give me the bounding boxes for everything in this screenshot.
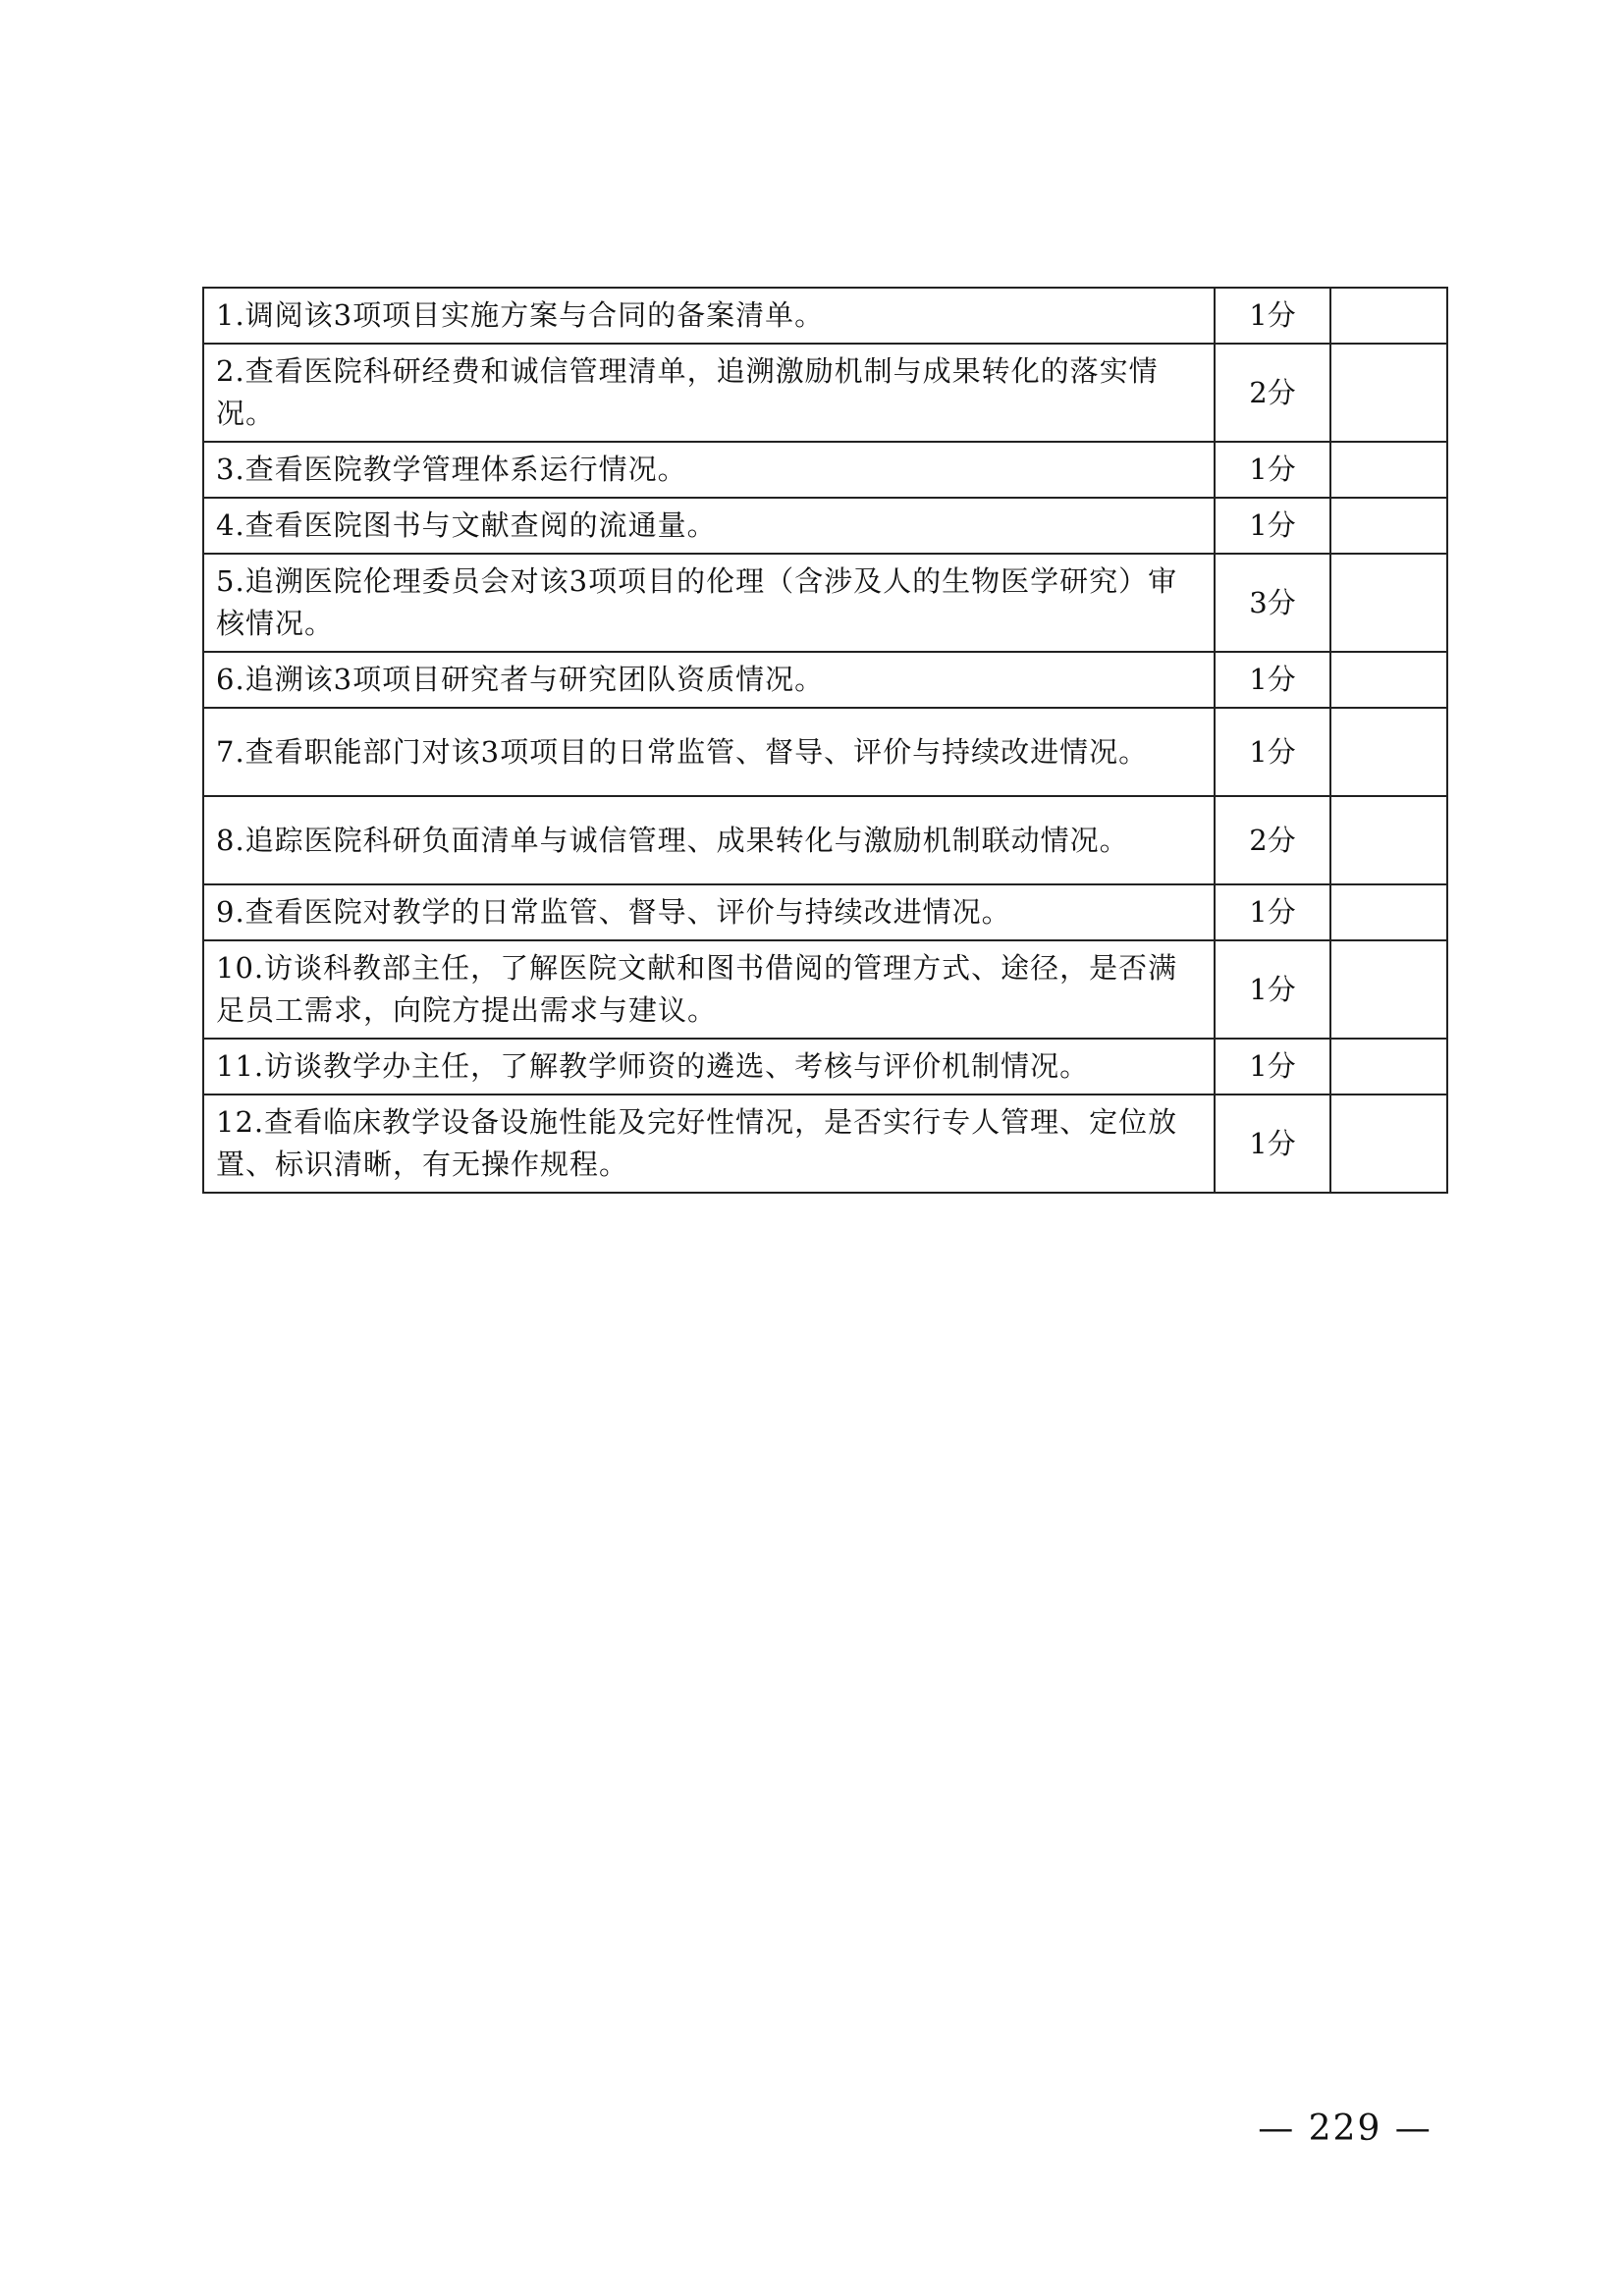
item-text: 9.查看医院对教学的日常监管、督导、评价与持续改进情况。 [203, 884, 1215, 940]
blank-cell [1330, 1039, 1447, 1095]
blank-cell [1330, 288, 1447, 344]
item-score: 1分 [1215, 1095, 1330, 1193]
item-score: 1分 [1215, 442, 1330, 498]
item-score: 1分 [1215, 708, 1330, 796]
table-row [203, 796, 1447, 884]
blank-cell [1330, 708, 1447, 796]
evaluation-table [202, 287, 1448, 1194]
table-row [203, 442, 1447, 498]
blank-cell [1330, 940, 1447, 1039]
item-score: 1分 [1215, 498, 1330, 554]
item-text: 2.查看医院科研经费和诚信管理清单，追溯激励机制与成果转化的落实情况。 [203, 344, 1215, 442]
table-row [203, 288, 1447, 344]
item-text: 6.追溯该3项项目研究者与研究团队资质情况。 [203, 652, 1215, 708]
blank-cell [1330, 884, 1447, 940]
item-text: 1.调阅该3项项目实施方案与合同的备案清单。 [203, 288, 1215, 344]
item-text: 11.访谈教学办主任，了解教学师资的遴选、考核与评价机制情况。 [203, 1039, 1215, 1095]
item-score: 3分 [1215, 554, 1330, 652]
table-row [203, 652, 1447, 708]
item-score: 1分 [1215, 652, 1330, 708]
table-row [203, 554, 1447, 652]
table-row [203, 708, 1447, 796]
item-text: 8.追踪医院科研负面清单与诚信管理、成果转化与激励机制联动情况。 [203, 796, 1215, 884]
item-score: 1分 [1215, 1039, 1330, 1095]
table-row [203, 940, 1447, 1039]
blank-cell [1330, 796, 1447, 884]
table-row [203, 1095, 1447, 1193]
item-score: 2分 [1215, 796, 1330, 884]
item-text: 7.查看职能部门对该3项项目的日常监管、督导、评价与持续改进情况。 [203, 708, 1215, 796]
item-score: 2分 [1215, 344, 1330, 442]
blank-cell [1330, 652, 1447, 708]
table-row [203, 884, 1447, 940]
blank-cell [1330, 1095, 1447, 1193]
item-text: 3.查看医院教学管理体系运行情况。 [203, 442, 1215, 498]
blank-cell [1330, 498, 1447, 554]
page-number: — 229 — [1258, 2109, 1433, 2149]
item-text: 10.访谈科教部主任，了解医院文献和图书借阅的管理方式、途径，是否满足员工需求，向院方提出需求与建议。 [203, 940, 1215, 1039]
blank-cell [1330, 344, 1447, 442]
item-score: 1分 [1215, 288, 1330, 344]
table-row [203, 344, 1447, 442]
item-text: 5.追溯医院伦理委员会对该3项项目的伦理（含涉及人的生物医学研究）审核情况。 [203, 554, 1215, 652]
blank-cell [1330, 442, 1447, 498]
item-text: 12.查看临床教学设备设施性能及完好性情况，是否实行专人管理、定位放置、标识清晰，有无操作规程。 [203, 1095, 1215, 1193]
table-row [203, 498, 1447, 554]
table-row [203, 1039, 1447, 1095]
item-text: 4.查看医院图书与文献查阅的流通量。 [203, 498, 1215, 554]
item-score: 1分 [1215, 940, 1330, 1039]
item-score: 1分 [1215, 884, 1330, 940]
blank-cell [1330, 554, 1447, 652]
